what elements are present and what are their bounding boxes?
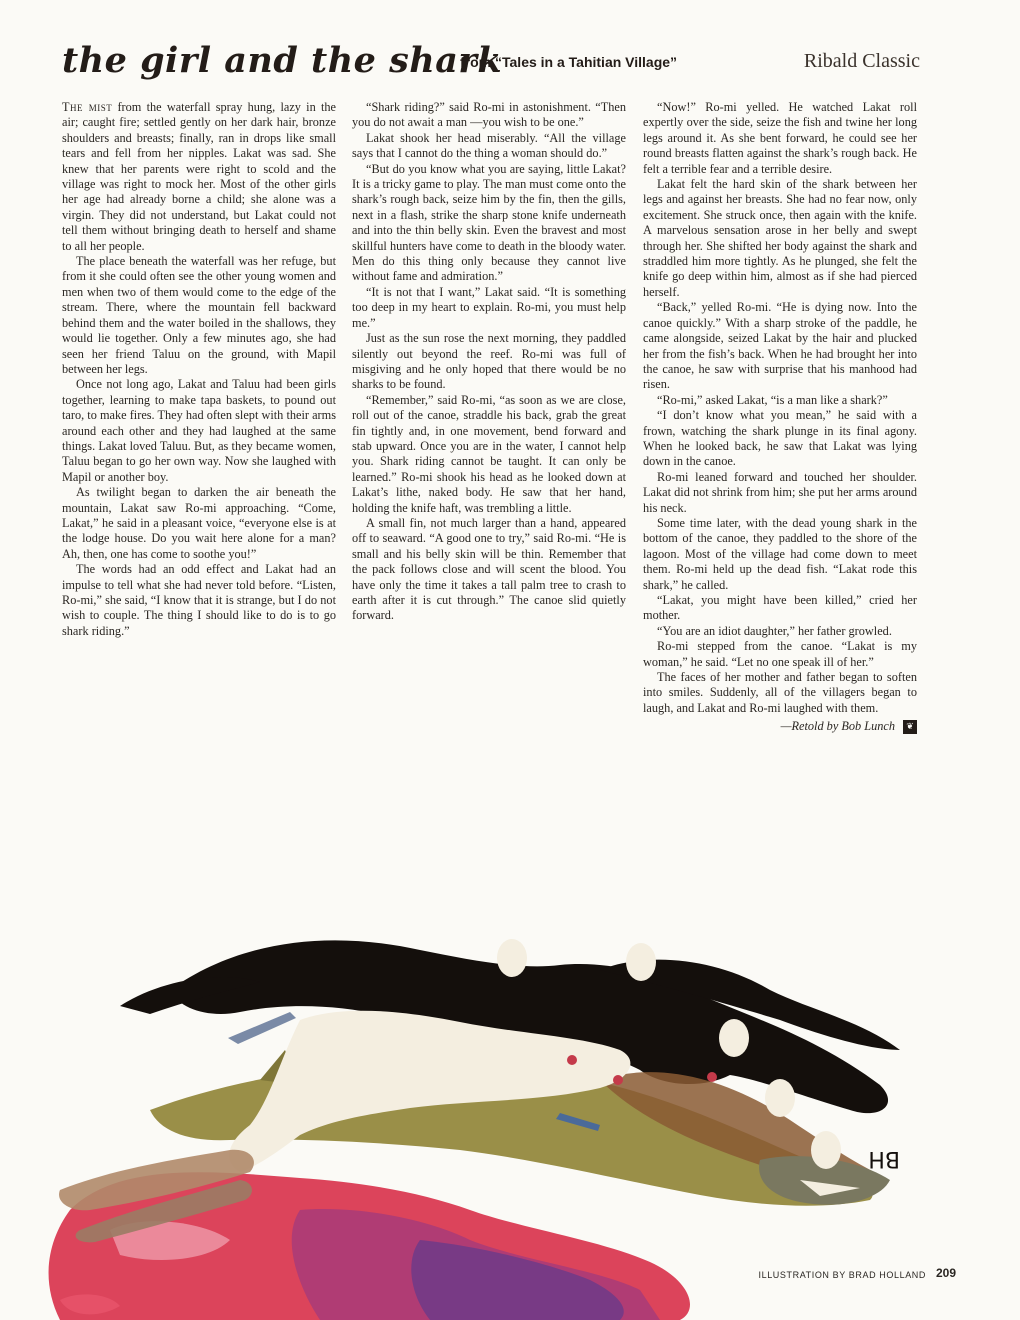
text-column-1 bbox=[62, 100, 336, 639]
paragraph: Lakat felt the hard skin of the shark between her legs and against her breasts. She had no fear now, only excitement. She struck once, then again with the knife. A marvelous sensation arose in her belly and swept through her. She shifted her body against the shark and straddled him more tightly. As he plunged, she felt the knife go deep within him, almost as if she had pierced herself. bbox=[643, 177, 917, 299]
paragraph: “Lakat, you might have been killed,” cried her mother. bbox=[643, 593, 917, 623]
page-number: 209 bbox=[935, 1266, 956, 1280]
paragraph: Lakat shook her head miserably. “All the village says that I cannot do the thing a woman should do.” bbox=[352, 130, 626, 161]
section-label: Ribald Classic bbox=[803, 50, 920, 72]
illustration bbox=[0, 910, 1020, 1320]
text-column-3 bbox=[643, 100, 917, 735]
text-column-2 bbox=[352, 100, 626, 624]
illustration-credit: ILLUSTRATION BY BRAD HOLLAND bbox=[758, 1270, 926, 1280]
article-title: the girl and the shark bbox=[62, 40, 503, 81]
paragraph: The place beneath the waterfall was her refuge, but from it she could often see the other young women and men when two of them would come to the edge of the stream. There, where the mountain fell backward behind them and the water boiled in the shallows, they would lie together. Only a few minutes ago, she had seen her friend Taluu on the ground, with Mapil between her legs. bbox=[62, 254, 336, 376]
lead-smallcaps: The mist bbox=[62, 100, 113, 114]
end-mark-icon: ❦ bbox=[903, 720, 917, 734]
paragraph: Ro-mi stepped from the canoe. “Lakat is my woman,” he said. “Let no one speak ill of her.” bbox=[643, 639, 917, 669]
paragraph: “Remember,” said Ro-mi, “as soon as we are close, roll out of the canoe, straddle his back, grab the great fin tightly and, in one movement, bend forward and stab upward. Once you are in the water, I cannot help you. Shark riding cannot be taught. It can only be learned.” Ro-mi shook his head as he looked down at Lakat’s lithe, naked body. He saw that her hand, holding the knife haft, was trembling a little. bbox=[352, 392, 626, 515]
illustrator-signature: BH bbox=[868, 1146, 900, 1171]
paragraph: “You are an idiot daughter,” her father growled. bbox=[657, 623, 892, 638]
author-credit: —Retold by Bob Lunch ❦ bbox=[643, 719, 917, 734]
paragraph: The mist from the waterfall spray hung, lazy in the air; caught fire; settled gently on her dark hair, bronze shoulders and breasts; finally, ran in drops like small tears and fell from her nipples. Lakat was sad. She knew that her parents were right to scold and the village was right to mock her. Most of the other girls her age had already borne a child; she alone was a virgin. They did not understand, but Lakat could not tell them without bringing death to herself and shame to all her people. bbox=[62, 100, 336, 253]
paragraph: As twilight began to darken the air beneath the mountain, Lakat saw Ro-mi approaching. “Come, Lakat,” he said in a pleasant voice, “everyone else is at the lodge house. Do you wait here alone for a man? Ah, then, one has come to soothe you!” bbox=[62, 485, 336, 561]
page-header bbox=[62, 40, 920, 90]
paragraph: “Ro-mi,” asked Lakat, “is a man like a shark?” bbox=[657, 392, 888, 407]
paragraph: “Back,” yelled Ro-mi. “He is dying now. Into the canoe quickly.” With a sharp stroke of the paddle, he came alongside, seized Lakat by the hair and plucked her from the fish’s back. When he had brought her into the canoe, he saw with surprise that his manhood had risen. bbox=[643, 300, 917, 392]
paragraph: Just as the sun rose the next morning, they paddled silently out beyond the reef. Ro-mi was full of misgiving and he only hoped that there would be no sharks to be found. bbox=[352, 331, 626, 392]
paragraph: Once not long ago, Lakat and Taluu had been girls together, learning to make tapa baskets, to pound out taro, to make fires. They had often slept with their arms around each other and they had laughed at the same things. Lakat loved Taluu. But, as they became women, Taluu began to go her own way. Now she laughed with Mapil or another boy. bbox=[62, 377, 336, 484]
paragraph: The words had an odd effect and Lakat had an impulse to tell what she had never told before. “Listen, Ro-mi,” she said, “I know that it is strange, but I do not wish to couple. The thing I should like to do is to go shark riding.” bbox=[62, 562, 336, 638]
paragraph: “But do you know what you are saying, little Lakat? It is a tricky game to play. The man must come onto the shark’s rough back, seize him by the fin, then the gills, next in a flash, strike the sharp stone knife underneath and into the thin belly skin. Even the bravest and most skillful hunters have come to death in the bloody water. Men do this thing only because they cannot live without fame and admiration.” bbox=[352, 161, 626, 284]
paragraph: Ro-mi leaned forward and touched her shoulder. Lakat did not shrink from him; she put her arms around his neck. bbox=[643, 469, 917, 515]
paragraph: “Now!” Ro-mi yelled. He watched Lakat roll expertly over the side, seize the fish and twine her long legs around it. As she bent forward, he could see her round breasts flatten against the shark’s rough back. He felt a terrible fear and a terrible desire. bbox=[643, 100, 917, 176]
article-subtitle: from “Tales in a Tahitian Village” bbox=[460, 54, 678, 70]
paragraph: Some time later, with the dead young shark in the bottom of the canoe, they paddled to the shore of the lagoon. Most of the village had come down to meet them. Ro-mi held up the dead fish. “Lakat rode this shark,” he called. bbox=[643, 515, 917, 592]
paragraph: “I don’t know what you mean,” he said with a frown, watching the shark plunge in its final agony. When he looked back, he saw that Lakat was lying down in the canoe. bbox=[643, 408, 917, 469]
paragraph: “Shark riding?” said Ro-mi in astonishment. “Then you do not await a man —you wish to be one.” bbox=[352, 100, 626, 130]
paragraph: The faces of her mother and father began to soften into smiles. Suddenly, all of the villagers began to laugh, and Lakat and Ro-mi laughed with them. bbox=[643, 670, 917, 715]
paragraph: A small fin, not much larger than a hand, appeared off to seaward. “A good one to try,” said Ro-mi. “He is small and his belly skin will be thin. Remember that the pack follows close and will scent the blood. You have only the time it takes a tall palm tree to crash to earth after it is cut through.” The canoe slid quietly forward. bbox=[352, 515, 626, 623]
paragraph: “It is not that I want,” Lakat said. “It is something too deep in my heart to explain. Ro-mi, you must help me.” bbox=[352, 284, 626, 330]
